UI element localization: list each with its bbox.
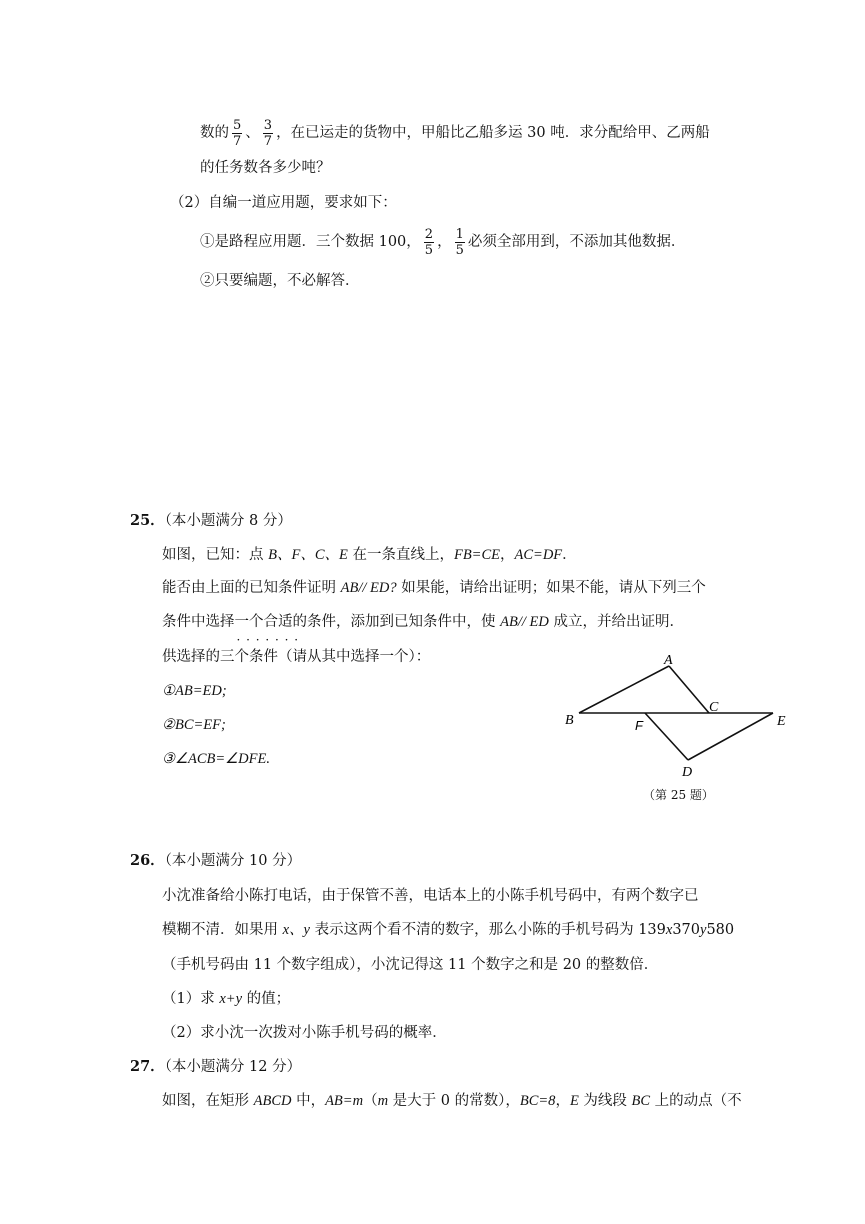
q25-option2: ②BC=EF; — [162, 717, 226, 733]
q25-line1: 如图，已知：点 B、F、C、E 在一条直线上，FB=CE，AC=DF． — [162, 547, 577, 563]
label-B: B — [565, 713, 574, 728]
q26-number: 26． — [130, 852, 165, 869]
q25-number: 25． — [130, 512, 165, 529]
q27-number: 27． — [130, 1058, 165, 1075]
label-E: E — [777, 714, 786, 729]
q25-figure — [555, 650, 800, 810]
q24-line1: 数的 $\frac{5}{7}$ 、 $\frac{3}{7}$ ，在已运走的货物中，甲船比乙船多运 30 吨．求分配给甲、乙两船 — [200, 117, 710, 149]
segment-BA — [579, 666, 669, 713]
segment-AC — [669, 666, 709, 713]
q26-header — [130, 851, 301, 871]
q25-option3: ③∠ACB=∠DFE. — [162, 751, 270, 767]
segment-DF — [645, 713, 688, 760]
q27-line1: 如图，在矩形 ABCD 中，AB=m（m 是大于 0 的常数），BC=8，E 为线段 BC 上的动点（不 — [162, 1093, 742, 1109]
q24-line1-pre: 数的 — [200, 125, 229, 141]
q24-line2: 的任务数各多少吨？ — [200, 160, 331, 176]
q25-line4: 供选择的三个条件（请从其中选择一个）： — [162, 649, 431, 665]
q27-score: （本小题满分 12 分） — [164, 1059, 302, 1075]
label-D: D — [682, 765, 693, 780]
q27-header — [130, 1057, 301, 1077]
label-C: C — [709, 700, 719, 715]
q24-req2: ②只要编题，不必解答． — [200, 273, 360, 289]
q24-part2: （2）自编一道应用题，要求如下： — [170, 195, 397, 211]
q25-line3: 条件中选择一个合适的条件 · · ·，添加到已知条件中，使 AB// ED 成立，并给出证明． — [162, 612, 684, 632]
q26-line1: 小沈准备给小陈打电话，由于保管不善，电话本上的小陈手机号码中，有两个数字已 — [162, 888, 699, 904]
emphasis-dotted-text: 一个合适的条件 · · · — [235, 614, 337, 630]
q25-score: （本小题满分 8 分） — [164, 513, 292, 529]
q26-line2: 模糊不清．如果用 x、y 表示这两个看不清的数字，那么小陈的手机号码为 139x370y580 — [162, 922, 735, 938]
fraction-5-7: $\frac{5}{7}$ — [233, 117, 242, 149]
figure-caption: （第 25 题） — [643, 788, 714, 802]
q25-option1: ①AB=ED; — [162, 683, 227, 699]
fraction-3-7: $\frac{3}{7}$ — [263, 117, 273, 149]
q25-line2: 能否由上面的已知条件证明 AB// ED? 如果能，请给出证明；如果不能，请从下列三个 — [162, 580, 706, 596]
q26-part1: （1）求 x+y 的值； — [162, 991, 291, 1007]
q25-header — [130, 511, 292, 531]
fraction-1-5: $\frac{1}{5}$ — [455, 226, 464, 258]
q26-part2: （2）求小沈一次拨对小陈手机号码的概率． — [162, 1025, 447, 1041]
segment-ED — [688, 713, 773, 760]
label-F: F — [635, 718, 643, 733]
label-A: A — [664, 653, 673, 668]
q26-line3: （手机号码由 11 个数字组成），小沈记得这 11 个数字之和是 20 的整数倍． — [162, 957, 659, 973]
fraction-2-5: $\frac{2}{5}$ — [424, 226, 434, 258]
q24-req1: ①是路程应用题．三个数据 100， $\frac{2}{5}$ ， $\frac{1}{5}$ 必须全部用到，不添加其他数据． — [200, 226, 686, 258]
q26-score: （本小题满分 10 分） — [164, 853, 302, 869]
